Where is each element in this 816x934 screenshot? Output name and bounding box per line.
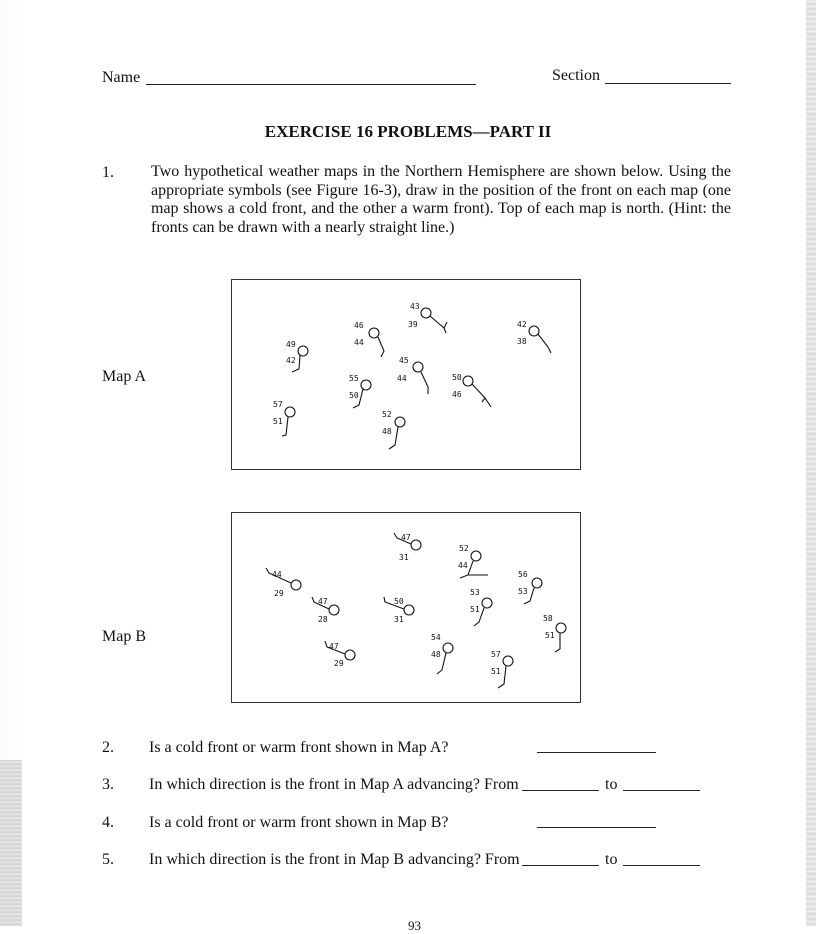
station-dewpoint: 53 xyxy=(518,587,528,596)
station-dewpoint: 51 xyxy=(491,667,501,676)
station-temp: 57 xyxy=(273,400,283,409)
station-dewpoint: 29 xyxy=(274,589,284,598)
station-dewpoint: 42 xyxy=(286,356,296,365)
name-field[interactable] xyxy=(146,84,476,85)
map-b-box[interactable] xyxy=(231,512,581,703)
page-title: EXERCISE 16 PROBLEMS—PART II xyxy=(264,122,552,141)
q2-answer-field[interactable] xyxy=(537,752,656,753)
q2-number: 2. xyxy=(102,739,114,756)
station-dewpoint: 48 xyxy=(382,427,392,436)
q3-to-label: to xyxy=(605,776,618,793)
station-temp: 54 xyxy=(431,633,441,642)
station-temp: 55 xyxy=(349,374,359,383)
q5-number: 5. xyxy=(102,851,114,868)
station-temp: 58 xyxy=(543,614,553,623)
station-temp: 46 xyxy=(354,321,364,330)
q1-text: Two hypothetical weather maps in the Northern Hemisphere are shown below. Using the appropriate symbols (see Figure 16-3), draw in the position of the front on each map (one map shows a cold front, and the other a warm front). Top of each map is north. (Hint: the fronts can be drawn with a nearly straight line.) xyxy=(151,163,731,236)
station-dewpoint: 50 xyxy=(349,391,359,400)
station-temp: 49 xyxy=(286,340,296,349)
station-dewpoint: 39 xyxy=(408,320,418,329)
station-symbol xyxy=(369,328,384,357)
map-a-label: Map A xyxy=(102,368,146,385)
q5-to-field[interactable] xyxy=(623,865,700,866)
station-temp: 42 xyxy=(517,320,527,329)
station-symbol xyxy=(555,623,566,652)
station-temp: 53 xyxy=(470,588,480,597)
station-temp: 45 xyxy=(399,356,409,365)
station-dewpoint: 51 xyxy=(470,605,480,614)
station-dewpoint: 29 xyxy=(334,659,344,668)
q5-from-field[interactable] xyxy=(522,865,599,866)
station-temp: 52 xyxy=(382,410,392,419)
q3-from-field[interactable] xyxy=(522,790,599,791)
q4-number: 4. xyxy=(102,814,114,831)
q5-to-label: to xyxy=(605,851,618,868)
q3-number: 3. xyxy=(102,776,114,793)
section-label: Section xyxy=(552,67,600,84)
section-field[interactable] xyxy=(605,83,731,84)
station-temp: 52 xyxy=(459,544,469,553)
station-symbol xyxy=(282,407,295,436)
q4-answer-field[interactable] xyxy=(537,827,656,828)
station-temp: 57 xyxy=(491,650,501,659)
station-dewpoint: 28 xyxy=(318,615,328,624)
station-dewpoint: 44 xyxy=(458,561,468,570)
station-dewpoint: 44 xyxy=(397,374,407,383)
name-label: Name xyxy=(102,69,141,86)
station-dewpoint: 51 xyxy=(545,631,555,640)
scan-left-shadow xyxy=(0,760,22,926)
station-temp: 47 xyxy=(401,533,411,542)
station-dewpoint: 31 xyxy=(399,553,409,562)
station-temp: 50 xyxy=(394,597,404,606)
station-temp: 47 xyxy=(329,642,339,651)
q5-text: In which direction is the front in Map B advancing? From xyxy=(149,851,520,868)
q1-number: 1. xyxy=(102,164,114,181)
station-symbol xyxy=(529,326,551,353)
page-number: 93 xyxy=(408,918,421,933)
q3-to-field[interactable] xyxy=(623,790,700,791)
station-symbol xyxy=(413,362,428,394)
station-temp: 56 xyxy=(518,570,528,579)
q3-text: In which direction is the front in Map A advancing? From xyxy=(149,776,519,793)
station-dewpoint: 44 xyxy=(354,338,364,347)
station-temp: 50 xyxy=(452,373,462,382)
station-symbol xyxy=(421,308,447,333)
station-dewpoint: 51 xyxy=(273,417,283,426)
station-dewpoint: 46 xyxy=(452,390,462,399)
map-a-box[interactable] xyxy=(231,279,581,470)
q2-text: Is a cold front or warm front shown in Map A? xyxy=(149,739,449,756)
station-dewpoint: 38 xyxy=(517,337,527,346)
station-dewpoint: 48 xyxy=(431,650,441,659)
station-dewpoint: 31 xyxy=(394,615,404,624)
map-b-label: Map B xyxy=(102,628,146,645)
station-temp: 43 xyxy=(410,302,420,311)
station-temp: 44 xyxy=(272,570,282,579)
station-temp: 47 xyxy=(318,597,328,606)
q4-text: Is a cold front or warm front shown in Map B? xyxy=(149,814,449,831)
station-symbol xyxy=(463,376,491,407)
